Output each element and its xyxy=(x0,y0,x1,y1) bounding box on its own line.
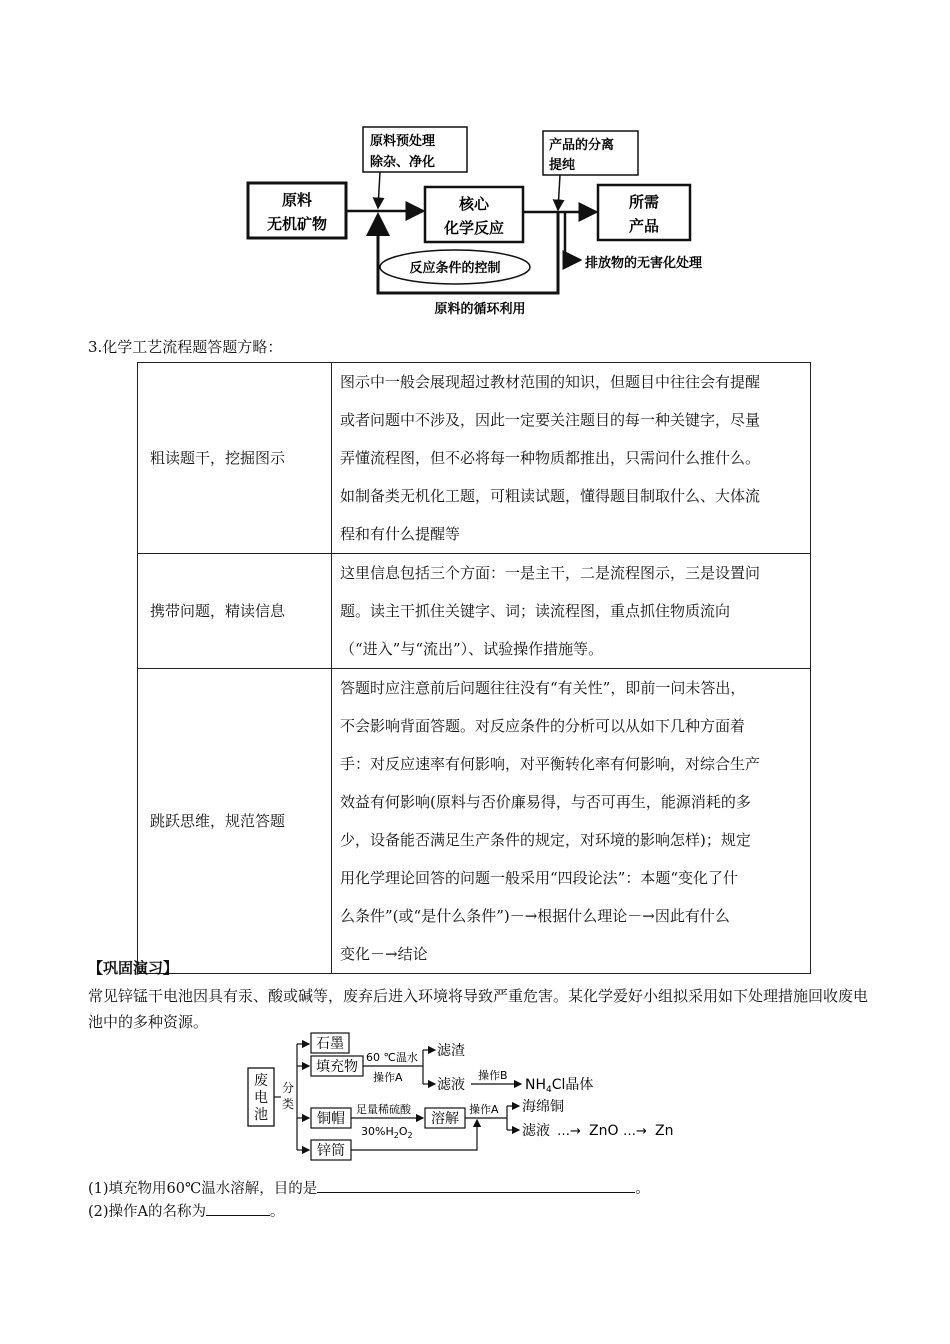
strategy-value: 这里信息包括三个方面：一是主干，二是流程图示，三是设置问 题。读主干抓住关键字、词；读流程图，重点抓住物质流向 （“进入”与“流出”）、试验操作措施等。 xyxy=(332,554,811,669)
separate-label-1: 产品的分离 xyxy=(549,138,615,153)
svg-text:铜帽: 铜帽 xyxy=(317,1111,345,1127)
svg-text:分: 分 xyxy=(282,1081,295,1095)
svg-text:溶解: 溶解 xyxy=(431,1111,459,1127)
strategy-table xyxy=(137,362,811,974)
process-flow-diagram xyxy=(240,115,750,320)
answer-blank-1[interactable] xyxy=(317,1177,635,1193)
svg-text:废: 废 xyxy=(254,1073,268,1089)
svg-text:滤渣: 滤渣 xyxy=(437,1043,465,1059)
strategy-key: 跳跃思维，规范答题 xyxy=(138,669,332,974)
pretreat-label-2: 除杂、净化 xyxy=(370,155,436,170)
svg-text:海绵铜: 海绵铜 xyxy=(522,1099,564,1115)
strategy-key: 粗读题干，挖掘图示 xyxy=(138,363,332,554)
svg-text:30%H2O2: $30\%H_2O_2$ xyxy=(361,1125,413,1140)
svg-text:滤液: 滤液 xyxy=(437,1077,465,1093)
condition-label: 反应条件的控制 xyxy=(409,261,501,276)
svg-text:操作B: 操作B xyxy=(478,1069,508,1082)
svg-text:石墨: 石墨 xyxy=(316,1036,344,1052)
section-title: 3.化学工艺流程题答题方略： xyxy=(88,338,283,356)
strategy-value: 答题时应注意前后问题往往没有“有关性”，即前一问未答出， 不会影响背面答题。对反应条件的分析可以从如下几种方面着 手：对反应速率有何影响，对平衡转化率有何影响，对综合生产 效益有何影响(原料与否价廉易得，与否可再生，能源消耗的多 少，设备能否满足生产条件的规定，对环境的影响怎样)；规定 用化学理论回答的问题一般采用“四段论法”：本题“变化了什 么条件”(或“是什么条件”)－→根据什么理论－→因此有什么 变化－→结论 xyxy=(332,669,811,974)
svg-text:操作A: 操作A xyxy=(469,1103,499,1116)
recycle-label: 原料的循环利用 xyxy=(434,302,526,317)
raw-label-2: 无机矿物 xyxy=(266,215,328,233)
discharge-label: 排放物的无害化处理 xyxy=(585,256,703,271)
svg-text:Zn: Zn xyxy=(655,1123,674,1139)
practice-heading: 【巩固演习】 xyxy=(88,959,179,977)
svg-text:类: 类 xyxy=(282,1097,295,1111)
product-label-1: 所需 xyxy=(628,193,660,211)
strategy-value: 图示中一般会展现超过教材范围的知识，但题目中往往会有提醒 或者问题中不涉及，因此一定要关注题目的每一种关键字，尽量 弄懂流程图，但不必将每一种物质都推出，只需问什么推什么。 如制备类无机化工题，可粗读试题，懂得题目制取什么、大体流 程和有什么提醒等 xyxy=(332,363,811,554)
svg-text:填充物: 填充物 xyxy=(316,1059,358,1075)
svg-text:滤液: 滤液 xyxy=(522,1123,550,1139)
table-row xyxy=(138,669,811,974)
battery-recycling-diagram xyxy=(245,1030,725,1165)
product-label-2: 产品 xyxy=(628,217,660,235)
core-label-1: 核心 xyxy=(458,195,490,213)
question-2: (2)操作A的名称为 。 xyxy=(88,1200,285,1221)
svg-text:NH4Cl晶体: $NH_4Cl$晶体 xyxy=(525,1077,594,1095)
svg-text:…→: …→ xyxy=(623,1124,647,1139)
table-row xyxy=(138,554,811,669)
core-label-2: 化学反应 xyxy=(443,219,505,237)
svg-text:池: 池 xyxy=(254,1107,268,1123)
separate-label-2: 提纯 xyxy=(549,158,576,173)
strategy-key: 携带问题，精读信息 xyxy=(138,554,332,669)
practice-intro: 常见锌锰干电池因具有汞、酸或碱等，废弃后进入环境将导致严重危害。某化学爱好小组拟采用如下处理措施回收废电池中的多种资源。 xyxy=(88,987,869,1031)
svg-text:锌筒: 锌筒 xyxy=(317,1143,345,1159)
raw-label-1: 原料 xyxy=(281,191,313,209)
svg-text:电: 电 xyxy=(254,1090,268,1106)
answer-blank-2[interactable] xyxy=(206,1200,270,1216)
svg-text:操作A: 操作A xyxy=(373,1071,403,1084)
svg-text:足量稀硫酸: 足量稀硫酸 xyxy=(356,1103,411,1116)
svg-text:ZnO: ZnO xyxy=(589,1123,619,1139)
table-row xyxy=(138,363,811,554)
svg-text:…→: …→ xyxy=(557,1124,581,1139)
pretreat-label-1: 原料预处理 xyxy=(370,134,436,149)
svg-text:60 ℃温水: 60 ℃温水 xyxy=(366,1051,418,1064)
question-1: (1)填充物用60℃温水溶解，目的是 。 xyxy=(88,1177,650,1198)
